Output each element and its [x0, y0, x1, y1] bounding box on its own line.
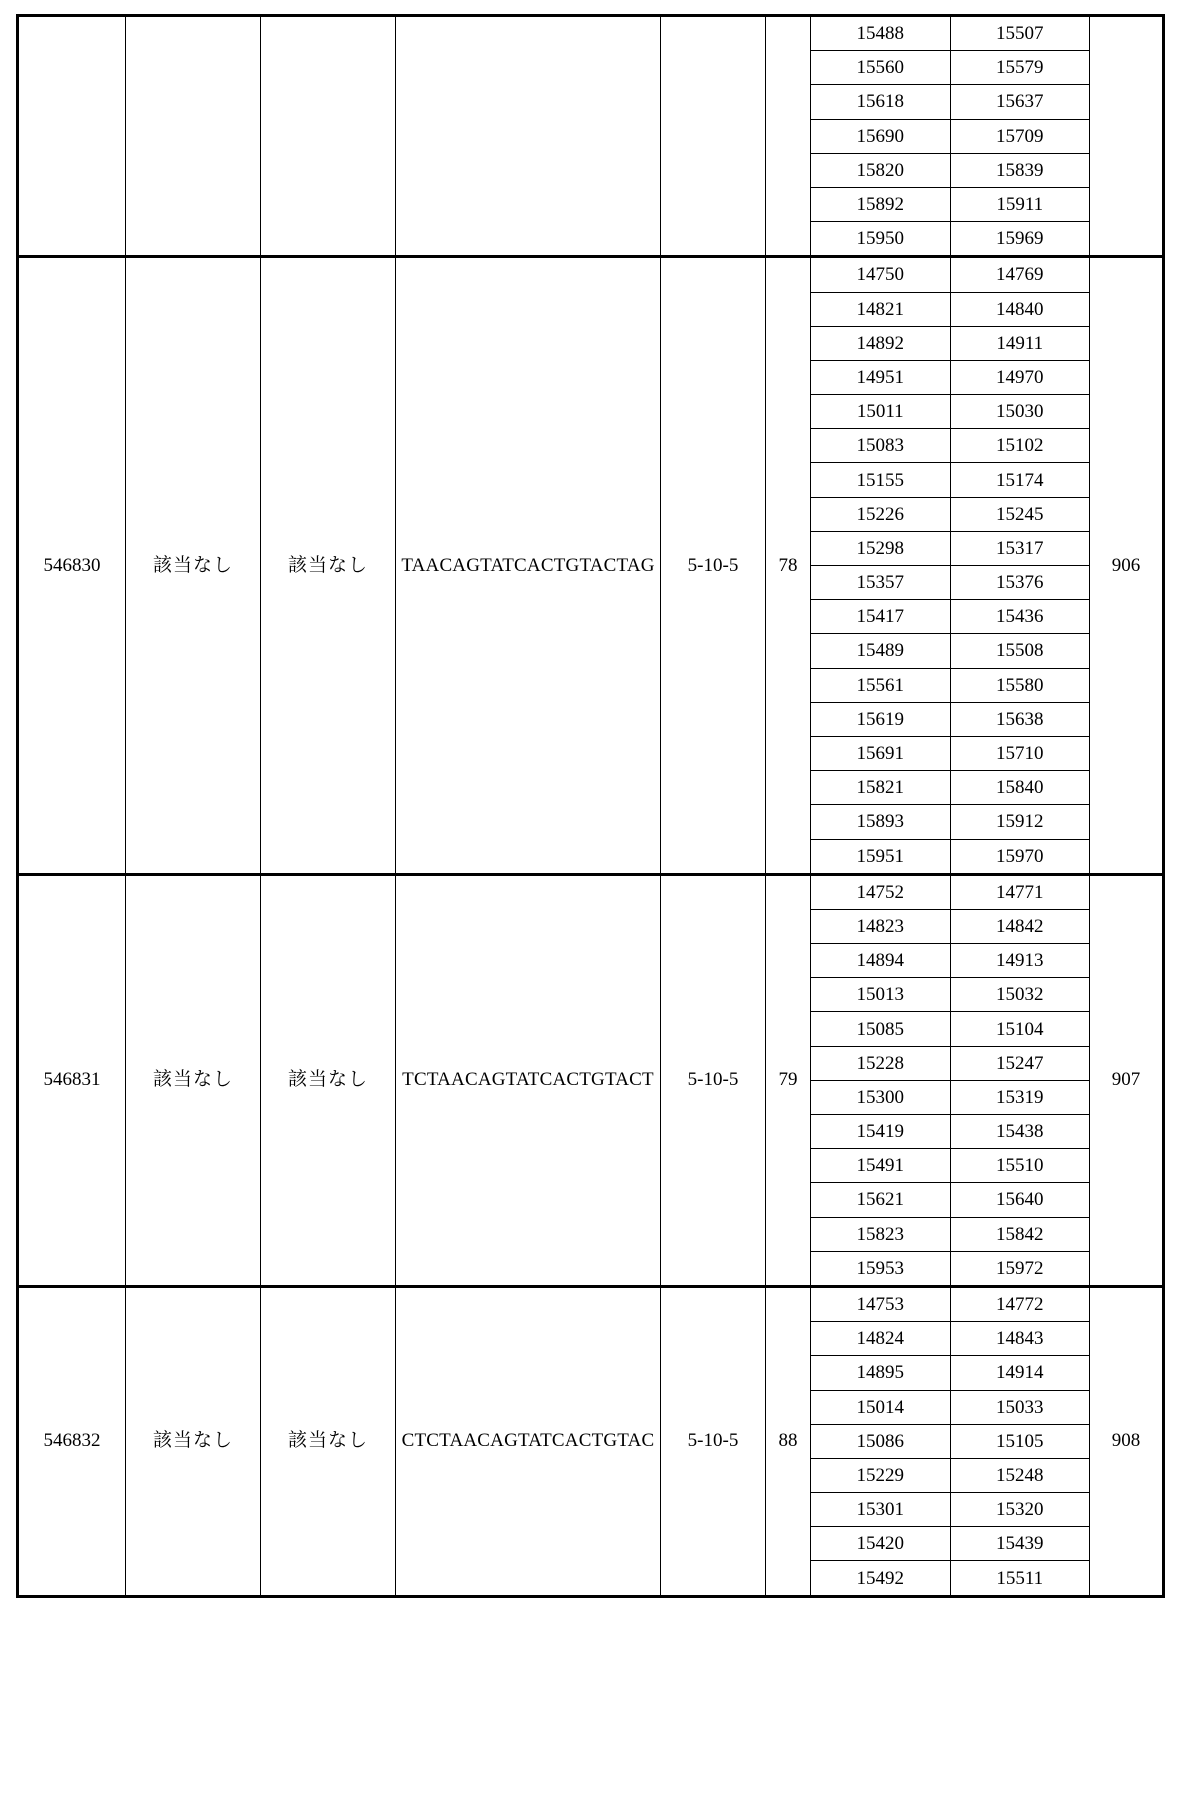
pair-row [811, 187, 1089, 221]
cell-sequence [396, 16, 661, 257]
pair-row [811, 1217, 1089, 1251]
target-stop: 15839 [950, 153, 1089, 187]
target-start: 14824 [811, 1322, 950, 1356]
target-stop: 15912 [950, 805, 1089, 839]
pair-row [811, 1288, 1089, 1322]
target-stop: 15709 [950, 119, 1089, 153]
cell-compound-id: 546830 [18, 257, 126, 874]
target-stop: 15840 [950, 771, 1089, 805]
cell-not-applicable-1: 該当なし [126, 874, 261, 1286]
target-start: 15417 [811, 600, 950, 634]
target-start: 15155 [811, 463, 950, 497]
target-stop: 15969 [950, 222, 1089, 256]
target-start: 14823 [811, 909, 950, 943]
cell-target-position-pairs [811, 16, 1090, 257]
target-start: 15823 [811, 1217, 950, 1251]
pair-row [811, 1251, 1089, 1285]
cell-compound-id [18, 16, 126, 257]
target-position-pair-table [811, 17, 1089, 255]
target-start: 15893 [811, 805, 950, 839]
target-stop: 15972 [950, 1251, 1089, 1285]
target-stop: 15105 [950, 1424, 1089, 1458]
cell-seq-id-no: 908 [1090, 1286, 1164, 1596]
target-stop: 15911 [950, 187, 1089, 221]
target-stop: 15436 [950, 600, 1089, 634]
cell-compound-id: 546831 [18, 874, 126, 1286]
cell-gapmer-motif: 5-10-5 [661, 257, 766, 874]
cell-gapmer-motif [661, 16, 766, 257]
pair-row [811, 876, 1089, 910]
target-stop: 14843 [950, 1322, 1089, 1356]
target-start: 15561 [811, 668, 950, 702]
target-start: 14752 [811, 876, 950, 910]
cell-not-applicable-2 [261, 16, 396, 257]
target-stop: 15640 [950, 1183, 1089, 1217]
target-start: 15419 [811, 1115, 950, 1149]
target-stop: 15319 [950, 1080, 1089, 1114]
table-row [18, 257, 1164, 874]
target-start: 15491 [811, 1149, 950, 1183]
pair-row [811, 463, 1089, 497]
cell-target-position-pairs [811, 874, 1090, 1286]
target-stop: 14772 [950, 1288, 1089, 1322]
cell-compound-id: 546832 [18, 1286, 126, 1596]
target-stop: 15842 [950, 1217, 1089, 1251]
target-start: 15083 [811, 429, 950, 463]
pair-row [811, 326, 1089, 360]
target-stop: 15174 [950, 463, 1089, 497]
pair-row [811, 497, 1089, 531]
target-start: 15011 [811, 395, 950, 429]
cell-target-position-pairs [811, 257, 1090, 874]
target-start: 15014 [811, 1390, 950, 1424]
target-stop: 15638 [950, 702, 1089, 736]
target-position-pair-table [811, 1288, 1089, 1595]
cell-count: 88 [766, 1286, 811, 1596]
target-stop: 15439 [950, 1527, 1089, 1561]
pair-row [811, 1046, 1089, 1080]
target-stop: 15580 [950, 668, 1089, 702]
target-stop: 14840 [950, 292, 1089, 326]
target-stop: 15247 [950, 1046, 1089, 1080]
pair-row [811, 51, 1089, 85]
pair-row [811, 1561, 1089, 1595]
pair-row [811, 360, 1089, 394]
cell-sequence: TAACAGTATCACTGTACTAG [396, 257, 661, 874]
cell-not-applicable-1: 該当なし [126, 257, 261, 874]
target-start: 14894 [811, 944, 950, 978]
pair-row [811, 736, 1089, 770]
pair-row [811, 805, 1089, 839]
cell-not-applicable-2: 該当なし [261, 874, 396, 1286]
target-stop: 15102 [950, 429, 1089, 463]
cell-not-applicable-1 [126, 16, 261, 257]
target-stop: 14970 [950, 360, 1089, 394]
table-row [18, 16, 1164, 257]
target-start: 15013 [811, 978, 950, 1012]
pair-row [811, 1322, 1089, 1356]
pair-row [811, 1149, 1089, 1183]
table-row [18, 874, 1164, 1286]
pair-row [811, 1012, 1089, 1046]
pair-row [811, 668, 1089, 702]
target-start: 15892 [811, 187, 950, 221]
target-start: 15228 [811, 1046, 950, 1080]
target-stop: 14911 [950, 326, 1089, 360]
cell-count [766, 16, 811, 257]
target-start: 15085 [811, 1012, 950, 1046]
target-start: 15226 [811, 497, 950, 531]
cell-target-position-pairs [811, 1286, 1090, 1596]
pair-row [811, 292, 1089, 326]
target-start: 15951 [811, 839, 950, 873]
target-stop: 14771 [950, 876, 1089, 910]
target-stop: 14914 [950, 1356, 1089, 1390]
target-stop: 15248 [950, 1458, 1089, 1492]
target-position-pair-table [811, 876, 1089, 1285]
target-stop: 15970 [950, 839, 1089, 873]
cell-sequence: CTCTAACAGTATCACTGTAC [396, 1286, 661, 1596]
target-start: 15619 [811, 702, 950, 736]
table-row [18, 1286, 1164, 1596]
cell-not-applicable-2: 該当なし [261, 257, 396, 874]
cell-gapmer-motif: 5-10-5 [661, 874, 766, 1286]
target-start: 15821 [811, 771, 950, 805]
target-stop: 15032 [950, 978, 1089, 1012]
target-stop: 15320 [950, 1493, 1089, 1527]
target-stop: 15376 [950, 566, 1089, 600]
pair-row [811, 1458, 1089, 1492]
target-stop: 15710 [950, 736, 1089, 770]
pair-row [811, 909, 1089, 943]
pair-row [811, 1115, 1089, 1149]
pair-row [811, 600, 1089, 634]
pair-row [811, 1356, 1089, 1390]
target-stop: 14913 [950, 944, 1089, 978]
sequence-listing-table [16, 14, 1165, 1598]
pair-row [811, 1183, 1089, 1217]
pair-row [811, 634, 1089, 668]
pair-row [811, 1424, 1089, 1458]
target-start: 15690 [811, 119, 950, 153]
target-start: 14895 [811, 1356, 950, 1390]
target-start: 15618 [811, 85, 950, 119]
target-stop: 15030 [950, 395, 1089, 429]
pair-row [811, 258, 1089, 292]
target-start: 15950 [811, 222, 950, 256]
cell-count: 79 [766, 874, 811, 1286]
target-start: 15300 [811, 1080, 950, 1114]
target-stop: 15508 [950, 634, 1089, 668]
target-start: 14753 [811, 1288, 950, 1322]
pair-row [811, 1390, 1089, 1424]
target-stop: 14842 [950, 909, 1089, 943]
pair-row [811, 395, 1089, 429]
target-start: 15560 [811, 51, 950, 85]
pair-row [811, 429, 1089, 463]
target-stop: 15104 [950, 1012, 1089, 1046]
target-start: 15298 [811, 531, 950, 565]
target-start: 15086 [811, 1424, 950, 1458]
target-start: 14821 [811, 292, 950, 326]
pair-row [811, 531, 1089, 565]
target-start: 15488 [811, 17, 950, 51]
cell-count: 78 [766, 257, 811, 874]
pair-row [811, 1080, 1089, 1114]
pair-row [811, 771, 1089, 805]
pair-row [811, 1527, 1089, 1561]
target-stop: 15507 [950, 17, 1089, 51]
target-start: 15691 [811, 736, 950, 770]
target-stop: 15317 [950, 531, 1089, 565]
cell-seq-id-no: 907 [1090, 874, 1164, 1286]
target-start: 15820 [811, 153, 950, 187]
cell-seq-id-no [1090, 16, 1164, 257]
cell-not-applicable-1: 該当なし [126, 1286, 261, 1596]
target-start: 15492 [811, 1561, 950, 1595]
pair-row [811, 702, 1089, 736]
target-stop: 15438 [950, 1115, 1089, 1149]
target-stop: 15510 [950, 1149, 1089, 1183]
target-position-pair-table [811, 258, 1089, 872]
pair-row [811, 944, 1089, 978]
target-start: 15621 [811, 1183, 950, 1217]
pair-row [811, 85, 1089, 119]
cell-gapmer-motif: 5-10-5 [661, 1286, 766, 1596]
target-start: 15420 [811, 1527, 950, 1561]
target-stop: 15511 [950, 1561, 1089, 1595]
target-start: 15301 [811, 1493, 950, 1527]
pair-row [811, 153, 1089, 187]
target-start: 14892 [811, 326, 950, 360]
pair-row [811, 222, 1089, 256]
target-stop: 15245 [950, 497, 1089, 531]
target-start: 15229 [811, 1458, 950, 1492]
target-start: 15357 [811, 566, 950, 600]
target-start: 15953 [811, 1251, 950, 1285]
cell-not-applicable-2: 該当なし [261, 1286, 396, 1596]
pair-row [811, 978, 1089, 1012]
pair-row [811, 17, 1089, 51]
target-stop: 14769 [950, 258, 1089, 292]
pair-row [811, 839, 1089, 873]
target-stop: 15033 [950, 1390, 1089, 1424]
target-start: 14750 [811, 258, 950, 292]
pair-row [811, 119, 1089, 153]
cell-sequence: TCTAACAGTATCACTGTACT [396, 874, 661, 1286]
pair-row [811, 1493, 1089, 1527]
target-start: 14951 [811, 360, 950, 394]
target-stop: 15579 [950, 51, 1089, 85]
cell-seq-id-no: 906 [1090, 257, 1164, 874]
target-start: 15489 [811, 634, 950, 668]
pair-row [811, 566, 1089, 600]
target-stop: 15637 [950, 85, 1089, 119]
